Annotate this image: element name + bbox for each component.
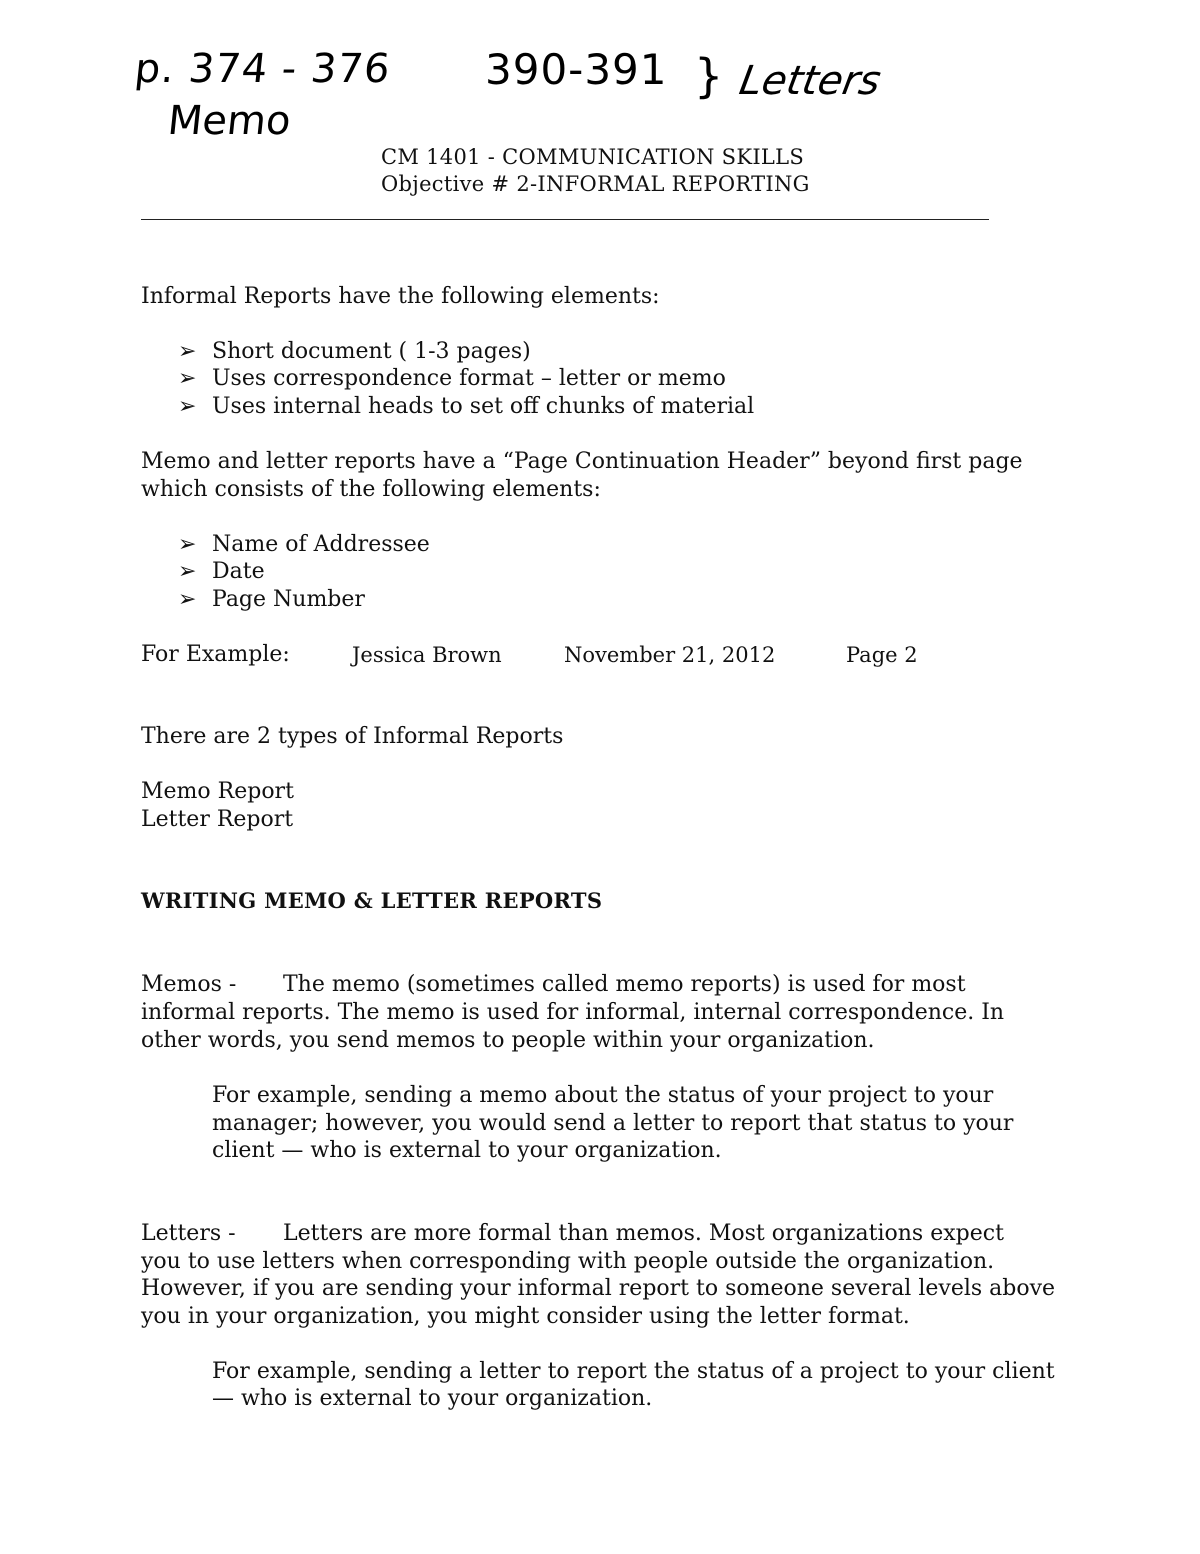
list-item: ➢ Date — [178, 559, 265, 584]
memos-line-2: informal reports. The memo is used for informal, internal correspondence. In — [141, 1000, 1005, 1025]
continuation-intro-line2: which consists of the following elements: — [141, 477, 601, 502]
arrowhead-bullet-icon: ➢ — [178, 339, 197, 364]
memos-line-1: The memo (sometimes called memo reports) is used for most — [283, 972, 966, 997]
arrowhead-bullet-icon: ➢ — [178, 366, 197, 391]
example-label: For Example: — [141, 642, 290, 667]
objective-title: Objective # 2-INFORMAL REPORTING — [381, 172, 810, 196]
handwritten-letters-note: Letters — [735, 58, 885, 104]
list-item: ➢ Uses internal heads to set off chunks of material — [178, 394, 755, 419]
continuation-intro-line1: Memo and letter reports have a “Page Continuation Header” beyond first page — [141, 449, 1023, 474]
type-letter-report: Letter Report — [141, 807, 294, 832]
section-heading: WRITING MEMO & LETTER REPORTS — [141, 888, 603, 913]
elements-intro: Informal Reports have the following elements: — [141, 284, 660, 309]
memos-line-3: other words, you send memos to people within your organization. — [141, 1028, 875, 1053]
memos-example-line-3: client — who is external to your organization. — [212, 1138, 722, 1163]
letters-line-2: you to use letters when corresponding with people outside the organization. — [141, 1249, 995, 1274]
arrowhead-bullet-icon: ➢ — [178, 559, 197, 584]
list-item: ➢ Short document ( 1-3 pages) — [178, 339, 531, 364]
letters-label: Letters - — [141, 1221, 236, 1246]
list-item: ➢ Page Number — [178, 587, 365, 612]
letters-line-4: you in your organization, you might consider using the letter format. — [141, 1304, 910, 1329]
header-divider — [141, 219, 989, 220]
letters-line-3: However, if you are sending your informal report to someone several levels above — [141, 1276, 1056, 1301]
handwritten-memo-pages: p. 374 - 376 — [132, 46, 393, 92]
letters-example-line-2: — who is external to your organization. — [212, 1386, 653, 1411]
types-intro: There are 2 types of Informal Reports — [141, 724, 564, 749]
example-date: November 21, 2012 — [564, 643, 776, 667]
arrowhead-bullet-icon: ➢ — [178, 532, 197, 557]
arrowhead-bullet-icon: ➢ — [178, 587, 197, 612]
letters-example-line-1: For example, sending a letter to report the status of a project to your client — [212, 1359, 1055, 1384]
course-title: CM 1401 - COMMUNICATION SKILLS — [381, 145, 805, 169]
memos-example-line-2: manager; however, you would send a letter to report that status to your — [212, 1111, 1014, 1136]
list-item: ➢ Name of Addressee — [178, 532, 430, 557]
handwritten-brace: } — [694, 49, 724, 103]
example-page: Page 2 — [846, 643, 918, 667]
memos-label: Memos - — [141, 972, 237, 997]
handwritten-memo-note: Memo — [165, 98, 293, 144]
handwritten-letter-pages: 390-391 — [485, 45, 668, 94]
type-memo-report: Memo Report — [141, 779, 294, 804]
arrowhead-bullet-icon: ➢ — [178, 394, 197, 419]
list-item: ➢ Uses correspondence format – letter or memo — [178, 366, 726, 391]
memos-example-line-1: For example, sending a memo about the status of your project to your — [212, 1083, 994, 1108]
example-name: Jessica Brown — [352, 643, 502, 667]
letters-line-1: Letters are more formal than memos. Most organizations expect — [283, 1221, 1004, 1246]
